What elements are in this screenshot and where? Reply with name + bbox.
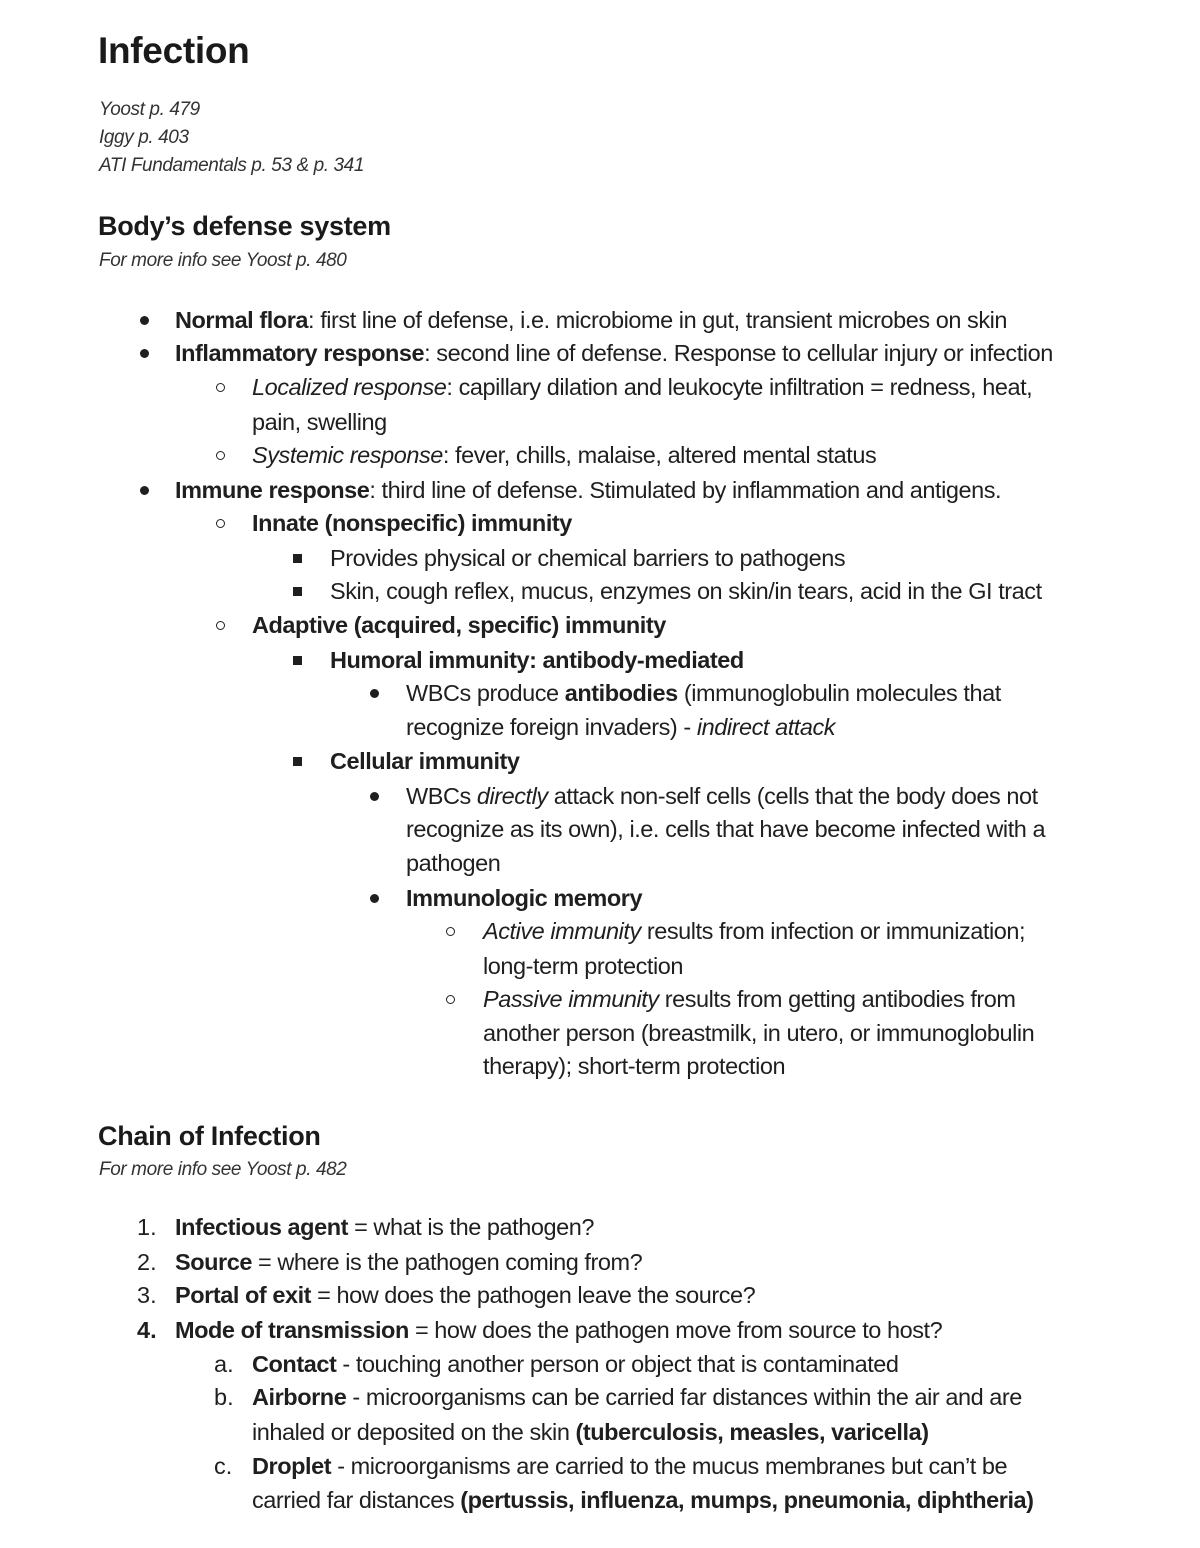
reference-item: Yoost p. 479	[99, 99, 200, 120]
list-item-humoral: Humoral immunity: antibody-mediated	[330, 647, 744, 673]
list-item-mode-of-transmission: Mode of transmission = how does the pathogen move from source to host?	[175, 1317, 943, 1343]
bullet-disc-icon	[140, 486, 149, 495]
list-item-localized: Localized response: capillary dilation and leukocyte infiltration = redness, heat,	[252, 374, 1033, 400]
section-heading-defense: Body’s defense system	[98, 211, 391, 241]
list-item-cellular: Cellular immunity	[330, 748, 520, 774]
bullet-circle-icon	[216, 519, 225, 528]
list-item-passive-immunity: Passive immunity results from getting antibodies from	[483, 986, 1016, 1012]
section-heading-chain: Chain of Infection	[98, 1121, 321, 1151]
list-item-active-immunity-cont: long-term protection	[483, 953, 683, 979]
list-item-innate-barriers: Provides physical or chemical barriers to pathogens	[330, 545, 846, 571]
list-letter: a.	[214, 1351, 234, 1377]
list-item-innate-examples: Skin, cough reflex, mucus, enzymes on skin/in tears, acid in the GI tract	[330, 578, 1042, 604]
bullet-circle-icon	[446, 995, 455, 1004]
list-number: 2.	[137, 1249, 157, 1275]
list-item-humoral-detail-cont: recognize foreign invaders) - indirect attack	[406, 714, 836, 740]
list-item-droplet: Droplet - microorganisms are carried to the mucus membranes but can’t be	[252, 1453, 1008, 1479]
list-item-memory: Immunologic memory	[406, 885, 643, 911]
list-letter: b.	[214, 1384, 234, 1410]
section-subref-defense: For more info see Yoost p. 480	[99, 250, 347, 271]
list-item-adaptive: Adaptive (acquired, specific) immunity	[252, 612, 666, 638]
list-item-inflammatory: Inflammatory response: second line of defense. Response to cellular injury or infection	[175, 340, 1053, 366]
bullet-circle-icon	[216, 451, 225, 460]
bullet-circle-icon	[446, 927, 455, 936]
list-item-source: Source = where is the pathogen coming from?	[175, 1249, 643, 1275]
reference-list	[99, 96, 364, 180]
list-item-immune: Immune response: third line of defense. Stimulated by inflammation and antigens.	[175, 477, 1002, 503]
list-item-portal-of-exit: Portal of exit = how does the pathogen leave the source?	[175, 1282, 756, 1308]
bullet-circle-icon	[216, 621, 225, 630]
list-item-cellular-detail-cont: recognize as its own), i.e. cells that have become infected with a	[406, 816, 1046, 842]
reference-item: Iggy p. 403	[99, 127, 189, 148]
bullet-square-icon	[293, 757, 302, 766]
list-item-passive-immunity-cont: therapy); short-term protection	[483, 1053, 786, 1079]
list-item-droplet-cont: carried far distances (pertussis, influenza, mumps, pneumonia, diphtheria)	[252, 1487, 1034, 1513]
list-item-localized-cont: pain, swelling	[252, 409, 387, 435]
list-number: 4.	[137, 1317, 157, 1343]
list-item-cellular-detail: WBCs directly attack non-self cells (cells that the body does not	[406, 783, 1038, 809]
section-subref-chain: For more info see Yoost p. 482	[99, 1159, 347, 1180]
term: Normal flora	[175, 307, 309, 333]
bullet-disc-icon	[140, 349, 149, 358]
list-item-humoral-detail: WBCs produce antibodies (immunoglobulin molecules that	[406, 680, 1001, 706]
list-item-systemic: Systemic response: fever, chills, malaise, altered mental status	[252, 442, 877, 468]
bullet-disc-icon	[370, 894, 379, 903]
list-item-active-immunity: Active immunity results from infection or immunization;	[483, 918, 1026, 944]
bullet-square-icon	[293, 554, 302, 563]
bullet-disc-icon	[370, 792, 379, 801]
list-letter: c.	[214, 1453, 233, 1479]
list-number: 3.	[137, 1282, 157, 1308]
bullet-disc-icon	[370, 689, 379, 698]
list-item-normal-flora: Normal flora: first line of defense, i.e. microbiome in gut, transient microbes on skin	[175, 307, 1008, 333]
bullet-square-icon	[293, 656, 302, 665]
bullet-square-icon	[293, 587, 302, 596]
reference-item: ATI Fundamentals p. 53 & p. 341	[99, 155, 365, 176]
page-title: Infection	[98, 30, 250, 71]
list-item-passive-immunity-cont: another person (breastmilk, in utero, or immunoglobulin	[483, 1020, 1035, 1046]
list-item-innate: Innate (nonspecific) immunity	[252, 510, 572, 536]
list-item-cellular-detail-cont: pathogen	[406, 850, 501, 876]
list-item-infectious-agent: Infectious agent = what is the pathogen?	[175, 1214, 594, 1240]
bullet-circle-icon	[216, 383, 225, 392]
list-item-airborne: Airborne - microorganisms can be carried far distances within the air and are	[252, 1384, 1022, 1410]
list-item-contact: Contact - touching another person or object that is contaminated	[252, 1351, 899, 1377]
list-number: 1.	[137, 1214, 157, 1240]
list-item-airborne-cont: inhaled or deposited on the skin (tuberculosis, measles, varicella)	[252, 1419, 929, 1445]
bullet-disc-icon	[140, 316, 149, 325]
